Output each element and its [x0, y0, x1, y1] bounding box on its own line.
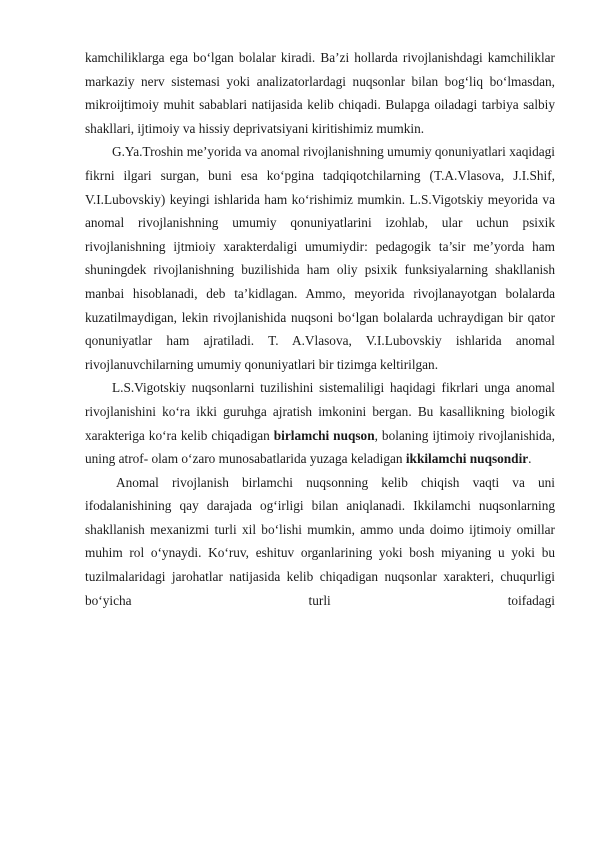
paragraph-3-text-c: .	[528, 451, 532, 467]
paragraph-3-text-b: , bolaning ijtimoiy rivojlanishida, uning atrof- olam o‘zaro munosabatlarida yuzaga keladigan	[85, 427, 555, 467]
paragraph-1-text: kamchiliklarga ega bo‘lgan bolalar kiradi. Ba’zi hollarda rivojlanishdagi kamchiliklar markaziy nerv sistemasi yoki analizatorlardagi nuqsonlar bilan bog‘liq bo‘lmasdan, mikroijtimoiy muhit sabablari natijasida kelib chiqadi. Bulарga oiladagi tarbiya salbiy shakllari, ijtimoiy va hissiy deprivatsiyani kiritishimiz mumkin.	[85, 50, 555, 136]
paragraph-4-text: Anomal rivojlanish birlamchi nuqsonning kelib chiqish vaqti va uni ifodalanishining qay darajada og‘irligi bilan aniqlanadi. Ikkilamchi nuqsonlarning shakllanish mexanizmi turli xil bo‘lishi mumkin, ammo unda doimo ijtimoiy omillar muhim rol o‘ynaydi. Ko‘ruv, eshituv organlarining yoki bosh miyaning u yoki bu tuzilmalaridagi jarohatlar natijasida kelib chiqadigan nuqsonlar xarakteri, chuqurligi bo‘yicha turli toifadagi	[85, 474, 555, 608]
term-ikkilamchi-nuqson: ikkilamchi nuqsondir	[405, 451, 529, 467]
paragraph-4	[85, 471, 555, 613]
paragraph-1	[85, 46, 555, 140]
paragraph-2	[85, 140, 555, 376]
paragraph-3	[85, 376, 555, 470]
document-page	[85, 46, 555, 612]
paragraph-3-text-a: L.S.Vigotskiy nuqsonlarni tuzilishini sistemaliligi haqidagi fikrlari unga anomal rivojlanishini ko‘ra ikki guruhga ajratish imkonini bergan. Bu kasallikning biologik xarakteriga ko‘ra kelib chiqadigan	[85, 380, 555, 443]
paragraph-2-text: G.Ya.Troshin me’yorida va anomal rivojlanishning umumiy qonuniyatlari xaqidagi fikrni ilgari surgan, buni esa ko‘pgina tadqiqotchilarning (T.A.Vlasova, J.I.Shif, V.I.Lubovskiy) keyingi ishlarida ham ko‘rishimiz mumkin. L.S.Vigotskiy meyorida va anomal rivojlanishning umumiy qonuniyatlarini izohlab, ular uchun psixik rivojlanishning ijtmioiy xarakterdaligi umumiydir: pedagogik ta’sir me’yorda ham shuningdek rivojlanishning buzilishida ham oliy psixik funksiyalarning shakllanish manbai hisoblanadi, deb ta’kidlagan. Ammo, meyorida rivojlanayotgan bolalarda kuzatilmaydigan, lekin rivojlanishida nuqsoni bo‘lgan bolalarda uchraydigan bir qator qonuniyatlar ham ajratiladi. T. A.Vlasova, V.I.Lubovskiy ishlarida anomal rivojlanuvchilarning umumiy qonuniyatlari bir tizimga keltirilgan.	[85, 144, 555, 372]
term-birlamchi-nuqson: birlamchi nuqson	[273, 427, 375, 443]
